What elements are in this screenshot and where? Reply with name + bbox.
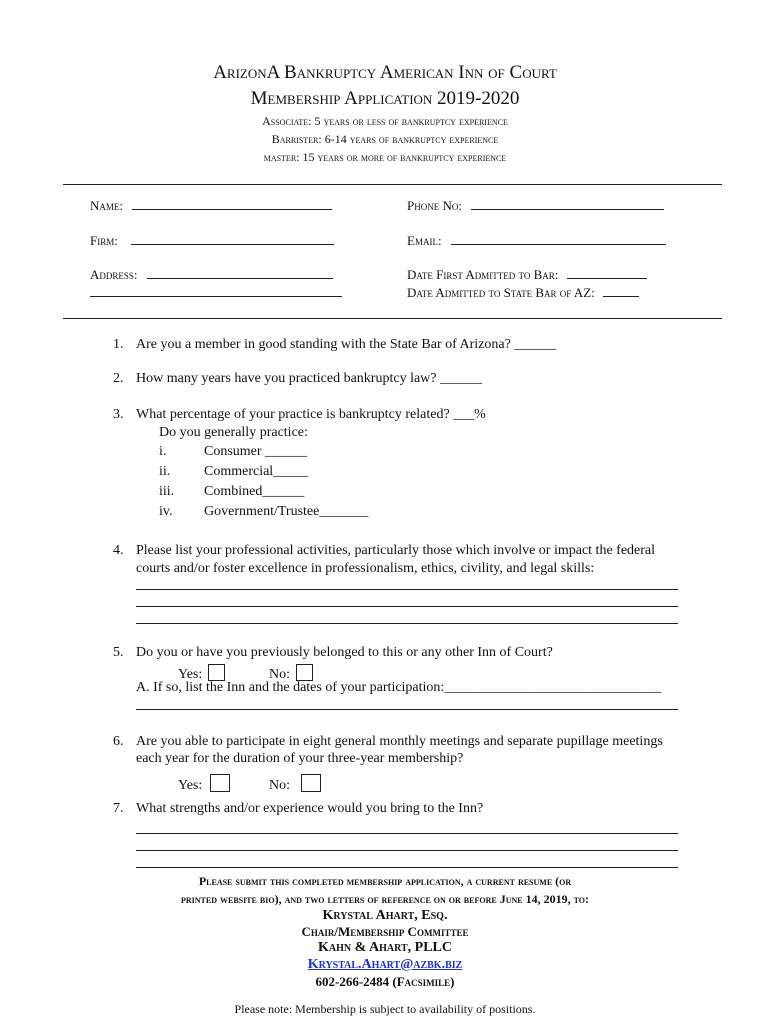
q6-yes-checkbox[interactable] <box>210 774 230 792</box>
date-bar-field[interactable] <box>407 267 647 283</box>
q4-answer-line[interactable] <box>136 606 678 607</box>
divider-middle <box>63 318 722 319</box>
contact-title: Chair/Membership Committee <box>301 924 469 939</box>
barrister-criteria: Barrister: 6-14 years of bankruptcy experience <box>271 132 499 146</box>
submit-instructions-line1: Please submit this completed membership application, a current resume (or <box>198 874 572 888</box>
q7-answer-line[interactable] <box>136 850 678 851</box>
address-input-line-2[interactable] <box>90 296 342 297</box>
q3-option-consumer[interactable]: Consumer ______ <box>204 444 308 459</box>
submit-instructions-line2: printed website bio), and two letters of reference on or before June 14, 2019, to: <box>180 892 590 906</box>
associate-criteria: Associate: 5 years or less of bankruptcy experience <box>262 114 508 128</box>
q5-a-text[interactable]: A. If so, list the Inn and the dates of your participation:_______________________________ <box>136 680 662 695</box>
q6-no <box>269 774 321 795</box>
q6-yes <box>178 774 230 795</box>
date-az-label: Date Admitted to State Bar of AZ: <box>407 285 595 300</box>
date-az-field[interactable] <box>407 285 639 301</box>
address-label: Address: <box>90 267 138 282</box>
q5-no-label: No: <box>269 667 290 682</box>
contact-email-link[interactable]: Krystal.Ahart@azbk.biz <box>307 957 463 972</box>
q6-text-line1: Are you able to participate in eight general monthly meetings and separate pupillage meetings <box>136 734 663 749</box>
name-input-line[interactable] <box>132 198 332 210</box>
q6-no-label: No: <box>269 778 290 793</box>
firm-label: Firm: <box>90 233 118 248</box>
page-title: ArizonA Bankruptcy American Inn of Court <box>213 62 557 83</box>
date-az-input-line[interactable] <box>603 285 639 297</box>
firm-field[interactable] <box>90 233 334 249</box>
q4-answer-line[interactable] <box>136 589 678 590</box>
q3-subtext: Do you generally practice: <box>159 425 308 440</box>
q7-text: What strengths and/or experience would you bring to the Inn? <box>136 801 484 816</box>
q5-yes-label: Yes: <box>178 667 203 682</box>
q3-option-government[interactable]: Government/Trustee_______ <box>204 504 369 519</box>
q7-answer-line[interactable] <box>136 867 678 868</box>
q1-text[interactable]: Are you a member in good standing with the State Bar of Arizona? ______ <box>136 337 557 352</box>
email-field[interactable] <box>407 233 666 249</box>
phone-field[interactable] <box>407 198 664 214</box>
address-field[interactable] <box>90 267 333 283</box>
q5-answer-line[interactable] <box>136 709 678 710</box>
q3-option-number: iii. <box>159 484 175 499</box>
email-input-line[interactable] <box>451 233 666 245</box>
q7-answer-line[interactable] <box>136 833 678 834</box>
name-label: Name: <box>90 198 123 213</box>
q6-no-checkbox[interactable] <box>301 774 321 792</box>
phone-input-line[interactable] <box>471 198 664 210</box>
q3-option-number: iv. <box>159 504 173 519</box>
contact-name: Krystal Ahart, Esq. <box>322 908 448 923</box>
phone-label: Phone No: <box>407 198 462 213</box>
q3-option-commercial[interactable]: Commercial_____ <box>204 464 309 479</box>
email-label: Email: <box>407 233 442 248</box>
q4-number: 4. <box>113 543 124 558</box>
q2-text[interactable]: How many years have you practiced bankruptcy law? ______ <box>136 371 482 386</box>
q6-number: 6. <box>113 734 124 749</box>
membership-note: Please note: Membership is subject to availability of positions. <box>234 1002 536 1016</box>
divider-top <box>63 184 722 185</box>
q3-option-number: i. <box>159 444 167 459</box>
q3-number: 3. <box>113 407 124 422</box>
q2-number: 2. <box>113 371 124 386</box>
q7-number: 7. <box>113 801 124 816</box>
contact-firm: Kahn & Ahart, PLLC <box>318 940 452 955</box>
q5-number: 5. <box>113 645 124 660</box>
date-bar-label: Date First Admitted to Bar: <box>407 267 559 282</box>
page-subtitle: Membership Application 2019-2020 <box>250 88 520 109</box>
address-input-line[interactable] <box>147 267 333 279</box>
q3-text[interactable]: What percentage of your practice is bankruptcy related? ___% <box>136 407 486 422</box>
firm-input-line[interactable] <box>131 233 334 245</box>
master-criteria: master: 15 years or more of bankruptcy experience <box>263 150 507 164</box>
q4-answer-line[interactable] <box>136 623 678 624</box>
q3-option-number: ii. <box>159 464 171 479</box>
date-bar-input-line[interactable] <box>567 267 647 279</box>
q4-text-line2: courts and/or foster excellence in professionalism, ethics, civility, and legal skills: <box>136 561 595 576</box>
q6-text-line2: each year for the duration of your three-year membership? <box>136 751 464 766</box>
q3-option-combined[interactable]: Combined______ <box>204 484 305 499</box>
q6-yes-label: Yes: <box>178 778 203 793</box>
q1-number: 1. <box>113 337 124 352</box>
name-field[interactable] <box>90 198 332 214</box>
q4-text-line1: Please list your professional activities, particularly those which involve or impact the federal <box>136 543 656 558</box>
contact-fax: 602-266-2484 (Facsimile) <box>315 974 455 989</box>
q5-text: Do you or have you previously belonged to this or any other Inn of Court? <box>136 645 553 660</box>
